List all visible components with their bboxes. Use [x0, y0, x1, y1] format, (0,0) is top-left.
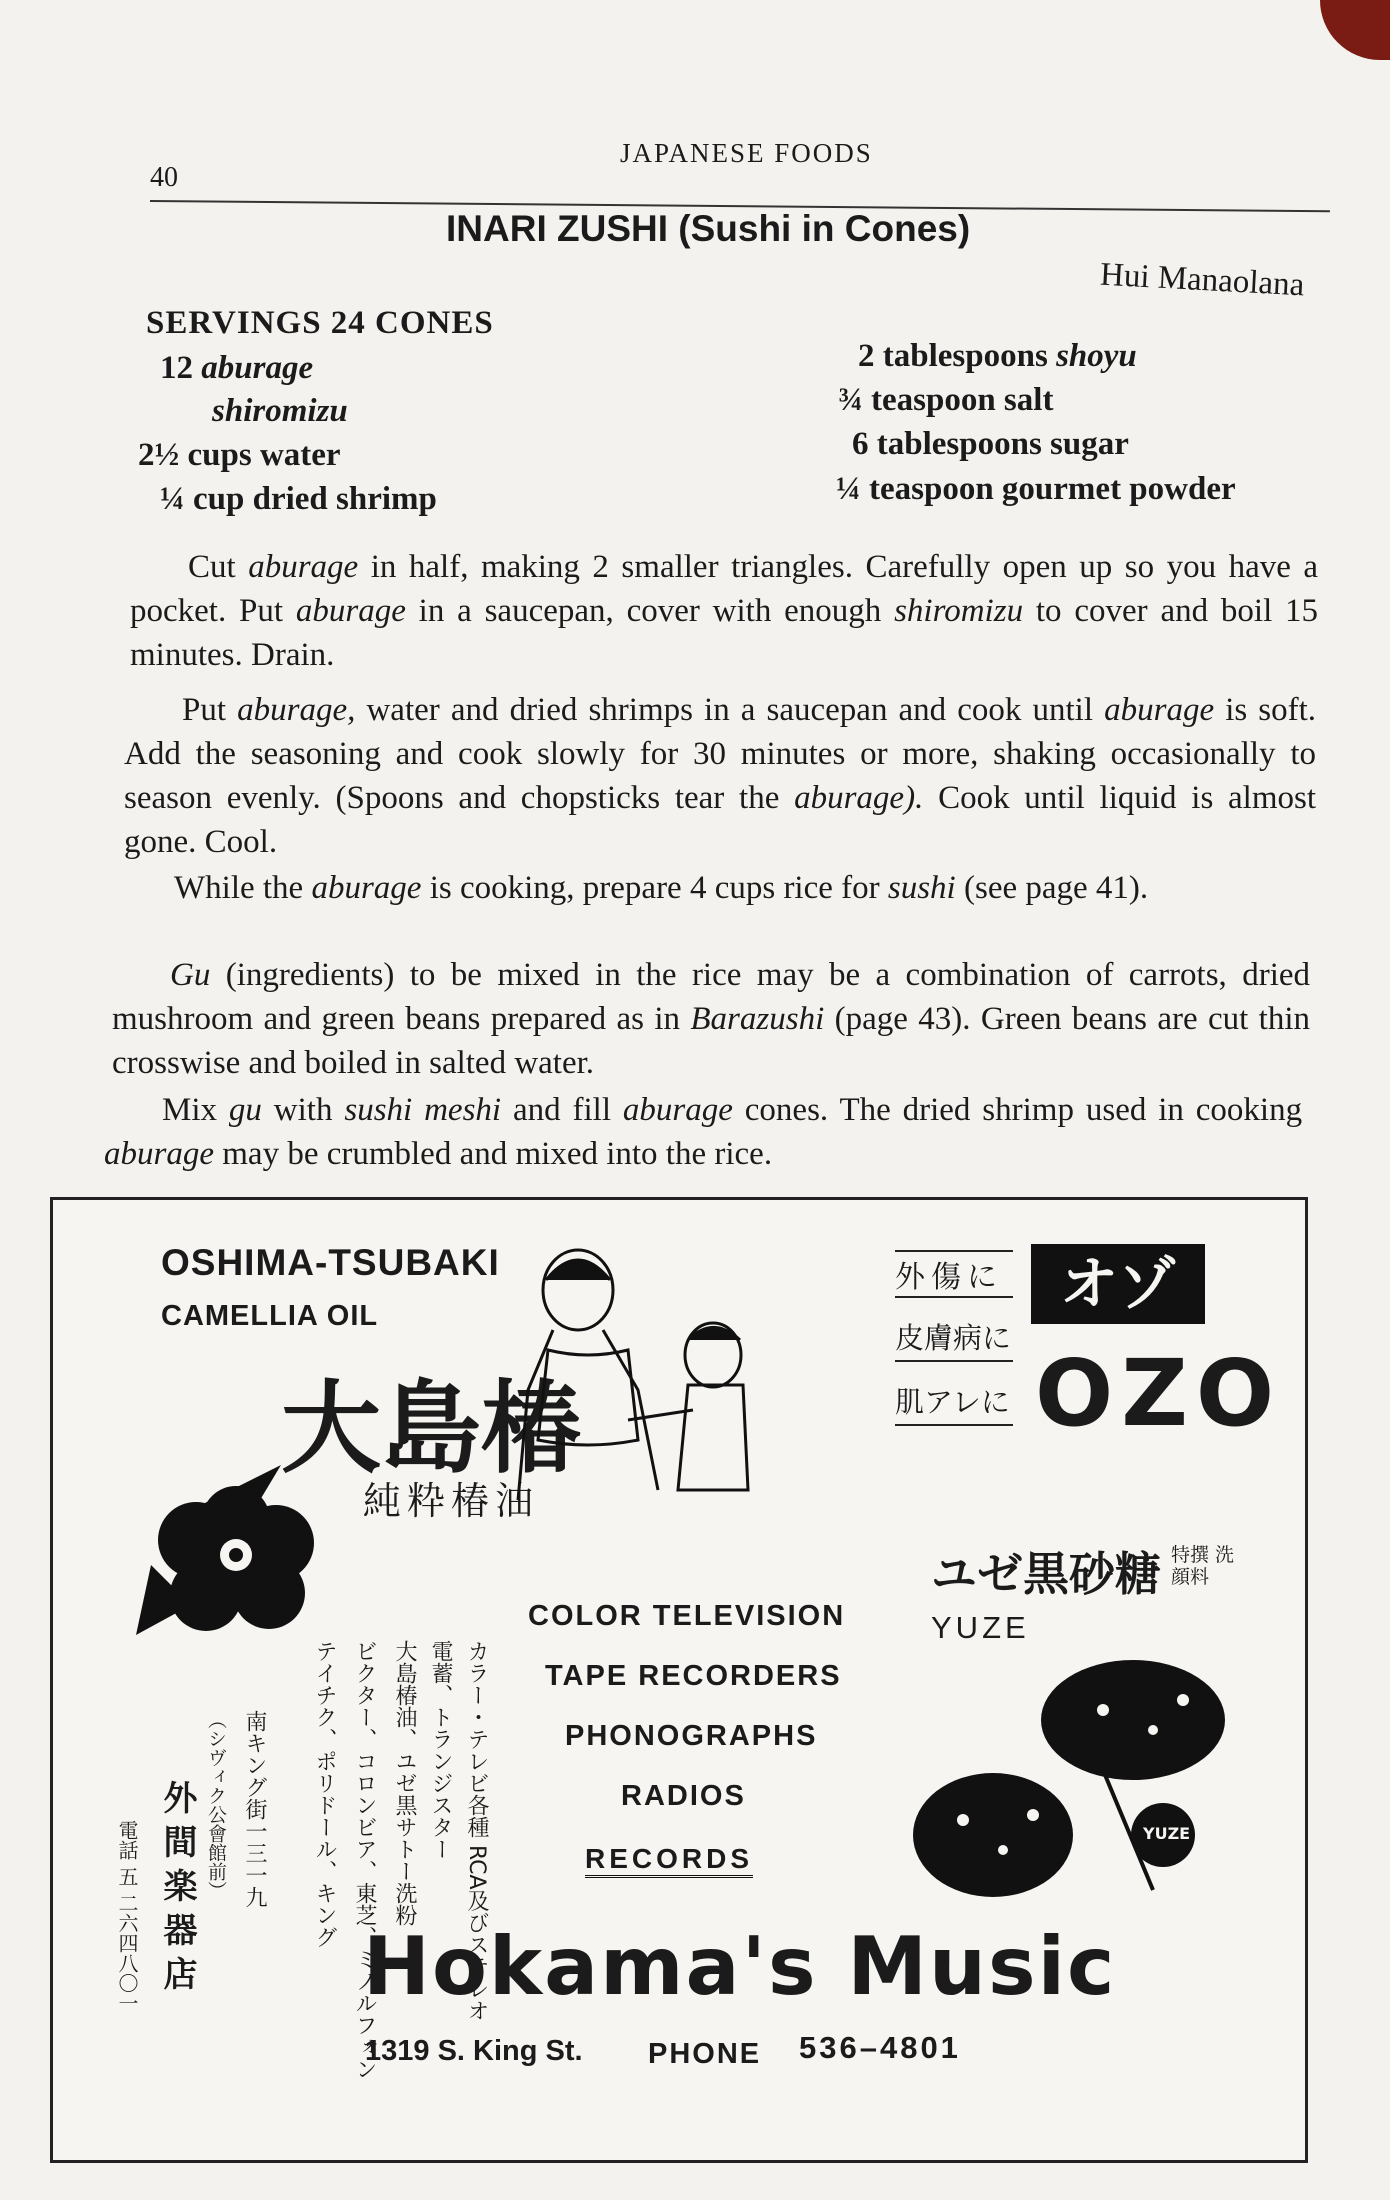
paragraph: Put aburage, water and dried shrimps in a saucepan and cook until aburage is soft. Add the seasoning and cook slowly for 30 minutes or more, shaking occasionally to season evenly. (Spoons and chopsticks tear the aburage). Cook until liquid is almost gone. Cool. [124, 692, 1317, 860]
paragraph: Gu (ingredients) to be mixed in the rice may be a combination of carrots, dried mushroom and green beans prepared as in Barazushi (page 43). Green beans are cut thin crosswise and boiled in salted water. [112, 957, 1311, 1081]
phone-number: 536–4801 [799, 2030, 961, 2065]
ingredient: ¾ teaspoon salt [838, 382, 1054, 418]
ingredient: 2½ cups water [138, 437, 341, 473]
ingredient: 12 aburage [160, 350, 314, 386]
phone-jp: 電話 五 二六四八〇一 [115, 1820, 139, 2013]
yuze-badge: YUZE [1143, 1824, 1191, 1843]
ozo-tagline-box: 皮膚病に [895, 1316, 1013, 1362]
mother-child-illustration [508, 1240, 798, 1520]
paragraph: Cut aburage in half, making 2 smaller triangles. Carefully open up so you have a pocket. Put aburage in a saucepan, cover with enough shiromizu to cover and boil 15 minutes. Drain. [130, 549, 1319, 673]
yuze-brand-en: YUZE [931, 1610, 1030, 1645]
ozo-logo: OZO [1035, 1340, 1283, 1447]
ozo-tagline-box: 肌アレに [895, 1380, 1013, 1426]
camellia-flower-illustration [131, 1455, 341, 1645]
jp-column: カラー・テレビ各種 RCA及びステレオ [464, 1640, 489, 2022]
paragraph: Mix gu with sushi meshi and fill aburage cones. The dried shrimp used in cooking aburage may be crumbled and mixed into the rice. [104, 1092, 1303, 1172]
ingredient: ¼ teaspoon gourmet powder [836, 471, 1236, 507]
ingredient: 2 tablespoons shoyu [858, 338, 1137, 374]
page-number: 40 [150, 162, 178, 193]
jp-column: 大島椿油、ユゼ黒サトー洗粉 [392, 1640, 417, 1926]
jp-address: 南キング街一三一九 [242, 1710, 267, 1908]
jp-column: テイチク、ポリドール、キング [312, 1640, 337, 1948]
recipe-title: INARI ZUSHI (Sushi in Cones) [446, 208, 971, 249]
jp-landmark: （シヴィク公會館前） [205, 1710, 227, 1900]
ingredient: ¼ cup dried shrimp [160, 481, 437, 517]
yuze-brand-jp: ユゼ黒砂糖 [931, 1547, 1161, 1601]
store-address: 1319 S. King St. [365, 2035, 583, 2067]
running-head: JAPANESE FOODS [620, 138, 873, 168]
oil-subtitle-en: CAMELLIA OIL [161, 1300, 379, 1332]
oil-brand-en: OSHIMA-TSUBAKI [161, 1242, 500, 1283]
product-item: PHONOGRAPHS [565, 1720, 818, 1752]
oil-sub-jp: 純粋椿油 [363, 1479, 540, 1523]
ingredient: 6 tablespoons sugar [852, 426, 1129, 462]
phone-label: PHONE [648, 2038, 762, 2070]
servings: SERVINGS 24 CONES [146, 305, 494, 341]
hydrangea-illustration [903, 1650, 1233, 1920]
product-item: RECORDS [585, 1843, 753, 1878]
ozo-tagline-box: 外傷に [895, 1250, 1013, 1298]
oil-brand-jp: 大島椿 [281, 1370, 581, 1487]
ingredient: shiromizu [212, 393, 348, 429]
store-name: Hokama's Music [363, 1920, 1117, 2013]
product-item: TAPE RECORDERS [545, 1660, 842, 1692]
recipe-source: Hui Manaolana [1099, 256, 1306, 304]
jp-column: ビクター、コロンビア、東芝、ミノルフォン [352, 1640, 377, 2080]
page-corner-decoration [1320, 0, 1390, 60]
product-item: COLOR TELEVISION [528, 1600, 846, 1632]
store-name-jp: 外間楽器店 [157, 1780, 197, 2000]
advertisement [50, 1197, 1308, 2163]
product-item: RADIOS [621, 1780, 746, 1812]
paragraph: While the aburage is cooking, prepare 4 cups rice for sushi (see page 41). [174, 870, 1149, 906]
jp-column: 電蓄、トランジスター [428, 1640, 453, 1860]
yuze-label-jp: 特撰 洗顔料 [1171, 1544, 1235, 1588]
ozo-kana-logo: オゾ [1031, 1244, 1205, 1324]
